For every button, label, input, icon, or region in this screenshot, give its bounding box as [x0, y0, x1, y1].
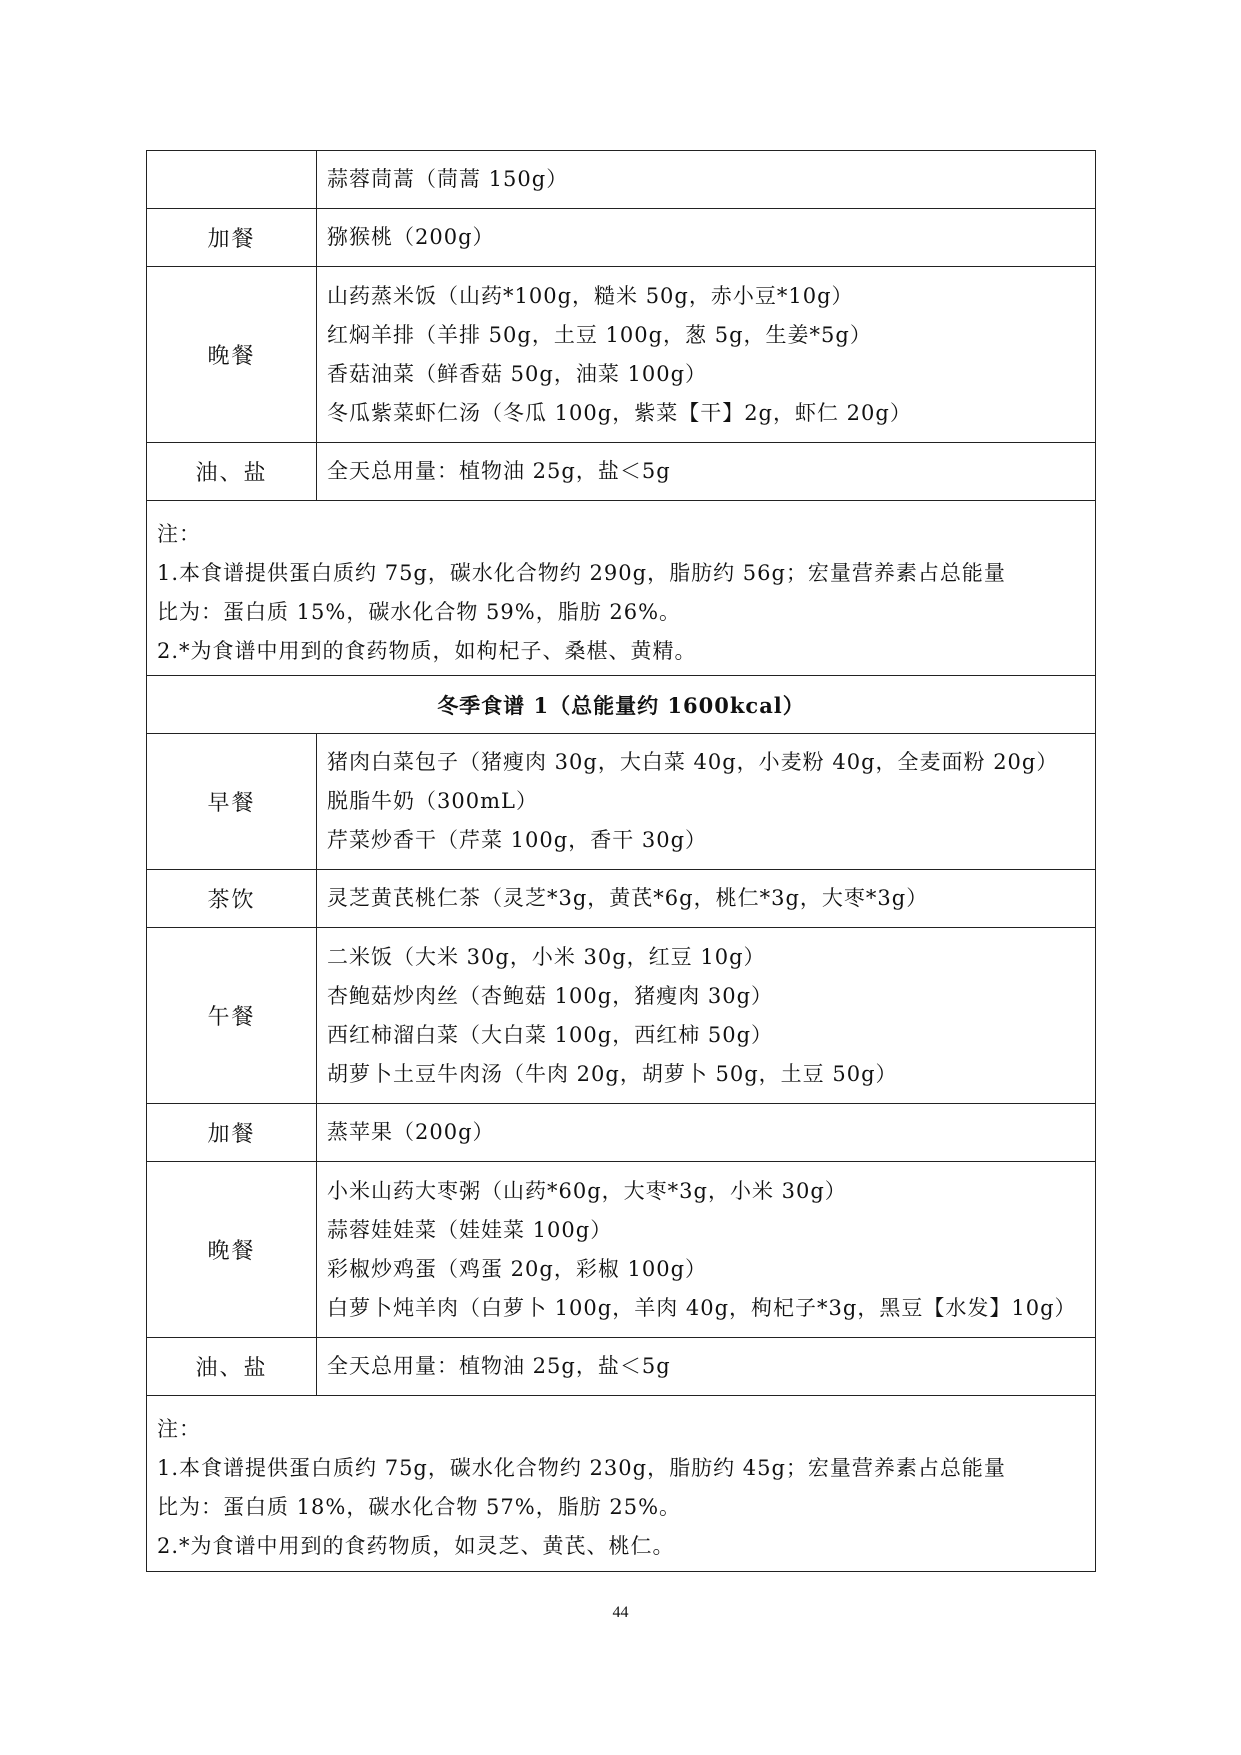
note-block: [147, 1396, 1016, 1571]
dish-line: 全天总用量：植物油 25g，盐＜5g: [327, 459, 671, 483]
table-row: [147, 734, 1095, 870]
meal-content: [317, 928, 1095, 1103]
meal-content: [317, 1162, 1095, 1337]
meal-content: [317, 443, 1095, 500]
dish-line: 灵芝黄芪桃仁茶（灵芝*3g，黄芪*6g，桃仁*3g，大枣*3g）: [327, 886, 929, 910]
note-line: 1.本食谱提供蛋白质约 75g，碳水化合物约 230g，脂肪约 45g；宏量营养素占总能量: [157, 1456, 1006, 1480]
note-row: [147, 501, 1095, 676]
dish-line: 蒸苹果（200g）: [327, 1120, 495, 1144]
page-number: 44: [612, 1604, 629, 1621]
meal-label: 油、盐: [147, 1338, 317, 1395]
note-line: 比为：蛋白质 18%，碳水化合物 57%，脂肪 25%。: [157, 1495, 682, 1519]
dish-line: 山药蒸米饭（山药*100g，糙米 50g，赤小豆*10g）: [327, 283, 854, 308]
menu-table: [146, 150, 1096, 1572]
dish-line: 脱脂牛奶（300mL）: [327, 789, 538, 813]
table-row: [147, 267, 1095, 443]
meal-content: [317, 1338, 1095, 1395]
dish-line: 红焖羊排（羊排 50g，土豆 100g，葱 5g，生姜*5g）: [327, 322, 872, 347]
dish-line: 小米山药大枣粥（山药*60g，大枣*3g，小米 30g）: [327, 1178, 847, 1203]
table-row: [147, 928, 1095, 1104]
dish-line: 彩椒炒鸡蛋（鸡蛋 20g，彩椒 100g）: [327, 1256, 708, 1281]
table-row: [147, 1104, 1095, 1162]
dish-line: 二米饭（大米 30g，小米 30g，红豆 10g）: [327, 944, 766, 969]
meal-content: [317, 151, 1095, 208]
meal-label: 油、盐: [147, 443, 317, 500]
meal-label: 晚餐: [147, 267, 317, 442]
note-line: 2.*为食谱中用到的食药物质，如灵芝、黄芪、桃仁。: [157, 1534, 675, 1558]
dish-line: 蒜蓉茼蒿（茼蒿 150g）: [327, 167, 569, 191]
dish-line: 全天总用量：植物油 25g，盐＜5g: [327, 1354, 671, 1378]
table-row: [147, 1338, 1095, 1396]
table-row: [147, 1162, 1095, 1338]
note-row: [147, 1396, 1095, 1571]
dish-line: 西红柿溜白菜（大白菜 100g，西红柿 50g）: [327, 1022, 774, 1047]
dish-line: 冬瓜紫菜虾仁汤（冬瓜 100g，紫菜【干】2g，虾仁 20g）: [327, 400, 912, 425]
meal-label: 加餐: [147, 1104, 317, 1161]
note-line: 比为：蛋白质 15%，碳水化合物 59%，脂肪 26%。: [157, 600, 682, 624]
dish-line: 白萝卜炖羊肉（白萝卜 100g，羊肉 40g，枸杞子*3g，黑豆【水发】10g）: [327, 1295, 1077, 1320]
table-row: [147, 209, 1095, 267]
dish-line: 胡萝卜土豆牛肉汤（牛肉 20g，胡萝卜 50g，土豆 50g）: [327, 1061, 898, 1086]
dish-line: 芹菜炒香干（芹菜 100g，香干 30g）: [327, 828, 708, 852]
meal-content: [317, 209, 1095, 266]
meal-content: [317, 1104, 1095, 1161]
dish-line: 猕猴桃（200g）: [327, 225, 495, 249]
meal-label: 茶饮: [147, 870, 317, 927]
meal-label: 早餐: [147, 734, 317, 869]
dish-line: 蒜蓉娃娃菜（娃娃菜 100g）: [327, 1217, 613, 1242]
note-line: 注：: [157, 522, 201, 546]
table-row: [147, 870, 1095, 928]
meal-label: 晚餐: [147, 1162, 317, 1337]
meal-label: 午餐: [147, 928, 317, 1103]
note-block: [147, 501, 1016, 675]
note-line: 2.*为食谱中用到的食药物质，如枸杞子、桑椹、黄精。: [157, 639, 697, 663]
meal-content: [317, 870, 1095, 927]
table-row: [147, 443, 1095, 501]
meal-label: 加餐: [147, 209, 317, 266]
meal-label: [147, 151, 317, 208]
note-line: 注：: [157, 1417, 201, 1441]
section-title: 冬季食谱 1（总能量约 1600kcal）: [147, 676, 1095, 734]
dish-line: 猪肉白菜包子（猪瘦肉 30g，大白菜 40g，小麦粉 40g，全麦面粉 20g）: [327, 750, 1059, 774]
note-line: 1.本食谱提供蛋白质约 75g，碳水化合物约 290g，脂肪约 56g；宏量营养素占总能量: [157, 561, 1006, 585]
dish-line: 香菇油菜（鲜香菇 50g，油菜 100g）: [327, 361, 708, 386]
dish-line: 杏鲍菇炒肉丝（杏鲍菇 100g，猪瘦肉 30g）: [327, 983, 774, 1008]
meal-content: [317, 267, 1095, 442]
meal-content: [317, 734, 1095, 869]
table-row: [147, 151, 1095, 209]
